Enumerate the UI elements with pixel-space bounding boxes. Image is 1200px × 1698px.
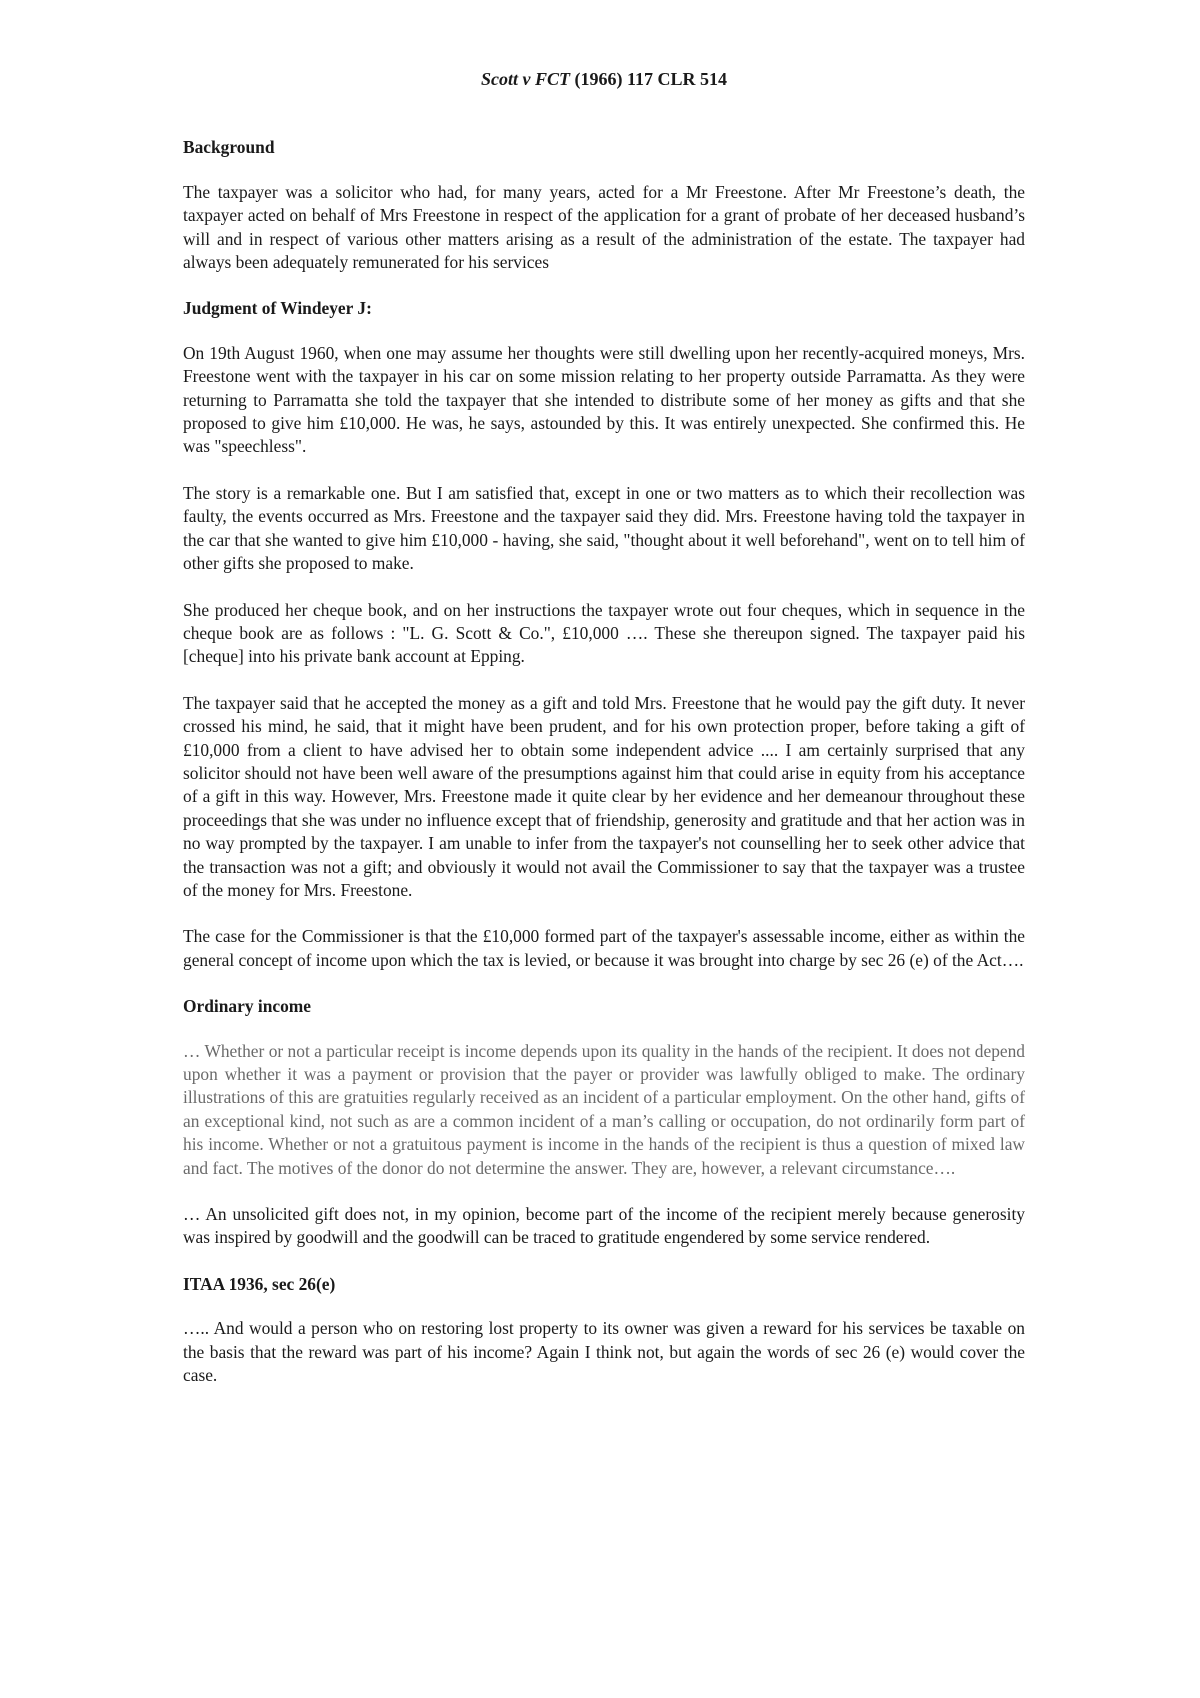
judgment-paragraph-3: She produced her cheque book, and on her instructions the taxpayer wrote out four cheques, which in sequence in the cheque book are as follows : "L. G. Scott & Co.", £10,000 …. These she thereupon signed. The taxpayer paid his [cheque] into his private bank account at Epping. <box>183 599 1025 667</box>
section-heading-judgment: Judgment of Windeyer J: <box>183 298 372 319</box>
judgment-paragraph-1: On 19th August 1960, when one may assume her thoughts were still dwelling upon her recently-acquired moneys, Mrs. Freestone went with the taxpayer in his car on some mission relating to her property outside Parramatta. As they were returning to Parramatta she told the taxpayer that she intended to distribute some of her money as gifts and that she proposed to give him £10,000. He was, he says, astounded by this. It was entirely unexpected. She confirmed this. He was "speechless". <box>183 342 1025 457</box>
case-name: Scott v FCT <box>481 69 570 89</box>
itaa-paragraph: ….. And would a person who on restoring lost property to its owner was given a reward for his services be taxable on the basis that the reward was part of his income? Again I think not, but again the words of sec 26 (e) would cover the case. <box>183 1318 1025 1386</box>
ordinary-income-quote-paragraph: … Whether or not a particular receipt is income depends upon its quality in the hands of the recipient. It does not depend upon whether it was a payment or provision that the payer or provider was lawfully obliged to make. The ordinary illustrations of this are gratuities regularly received as an incident of a particular employment. On the other hand, gifts of an exceptional kind, not such as are a common incident of a man’s calling or occupation, do not ordinarily form part of his income. Whether or not a gratuitous payment is income in the hands of the recipient is thus a question of mixed law and fact. The motives of the donor do not determine the answer. They are, however, a relevant circumstance…. <box>183 1040 1025 1178</box>
section-heading-ordinary-income: Ordinary income <box>183 996 312 1017</box>
judgment-paragraph-4: The taxpayer said that he accepted the money as a gift and told Mrs. Freestone that he would pay the gift duty. It never crossed his mind, he said, that it might have been prudent, and for his own protection proper, before taking a gift of £10,000 from a client to have advised her to obtain some independent advice .... I am certainly surprised that any solicitor should not have been well aware of the presumptions against him that could arise in equity from his acceptance of a gift in this way. However, Mrs. Freestone made it quite clear by her evidence and her demeanour throughout these proceedings that she was under no influence except that of friendship, generosity and gratitude and that her action was in no way prompted by the taxpayer. I am unable to infer from the taxpayer's not counselling her to seek other advice that the transaction was not a gift; and obviously it would not avail the Commissioner to say that the taxpayer was a trustee of the money for Mrs. Freestone. <box>183 692 1025 900</box>
document-page <box>183 68 1025 1410</box>
section-heading-background: Background <box>183 137 275 158</box>
case-citation: (1966) 117 CLR 514 <box>570 69 727 89</box>
document-title <box>183 68 1025 91</box>
background-paragraph: The taxpayer was a solicitor who had, for many years, acted for a Mr Freestone. After Mr Freestone’s death, the taxpayer acted on behalf of Mrs Freestone in respect of the application for a grant of probate of her deceased husband’s will and in respect of various other matters arising as a result of the administration of the estate. The taxpayer had always been adequately remunerated for his services <box>183 181 1025 273</box>
judgment-paragraph-2: The story is a remarkable one. But I am satisfied that, except in one or two matters as to which their recollection was faulty, the events occurred as Mrs. Freestone and the taxpayer said they did. Mrs. Freestone having told the taxpayer in the car that she wanted to give him £10,000 - having, she said, "thought about it well beforehand", went on to tell him of other gifts she proposed to make. <box>183 482 1025 574</box>
judgment-paragraph-5: The case for the Commissioner is that the £10,000 formed part of the taxpayer's assessable income, either as within the general concept of income upon which the tax is levied, or because it was brought into charge by sec 26 (e) of the Act…. <box>183 926 1025 970</box>
section-heading-itaa: ITAA 1936, sec 26(e) <box>183 1273 336 1294</box>
ordinary-income-paragraph: … An unsolicited gift does not, in my opinion, become part of the income of the recipient merely because generosity was inspired by goodwill and the goodwill can be traced to gratitude engendered by some service rendered. <box>183 1204 1025 1248</box>
